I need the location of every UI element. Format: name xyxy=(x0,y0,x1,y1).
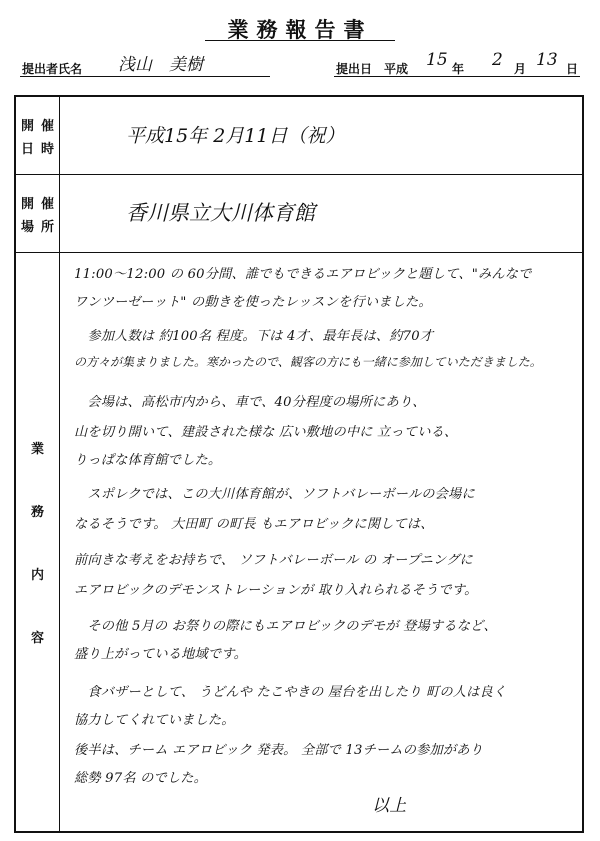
report-line: 前向きな考えをお持ちで、 ソフトバレーボール の オープニングに xyxy=(74,553,473,568)
report-line: エアロビックのデモンストレーションが 取り入れられるそうです。 xyxy=(74,583,478,598)
label-char: 所 xyxy=(40,219,54,235)
date-label: 提出日 xyxy=(336,62,373,76)
date-era: 平成 xyxy=(384,62,409,76)
label-char: 務 xyxy=(30,505,44,520)
document-title: 業務報告書 xyxy=(227,18,373,42)
date-month: 2 xyxy=(492,50,503,70)
closing-mark: 以上 xyxy=(372,796,407,816)
row-date-label xyxy=(16,97,60,174)
submitter-label: 提出者氏名 xyxy=(22,62,83,76)
month-unit: 月 xyxy=(514,62,527,76)
row-place-label xyxy=(16,175,60,252)
row-content-label xyxy=(16,253,60,831)
date-day: 13 xyxy=(536,50,558,70)
report-line: 会場は、高松市内から、車で、40分程度の場所にあり、 xyxy=(74,395,426,410)
label-char: 場 xyxy=(20,219,34,235)
submitter-name: 浅山 美樹 xyxy=(118,55,203,75)
row-date xyxy=(16,97,582,175)
label-char: 容 xyxy=(30,631,44,646)
label-char: 内 xyxy=(30,568,44,583)
label-char: 時 xyxy=(40,141,54,157)
event-place-value: 香川県立大川体育館 xyxy=(126,201,315,225)
report-line: 協力してくれていました。 xyxy=(74,713,235,728)
report-line: りっぱな体育館でした。 xyxy=(74,453,222,468)
report-line: 参加人数は 約100名 程度。下は 4才、最年長は、約70才 xyxy=(74,329,434,344)
report-line: なるそうです。 大田町 の町長 もエアロビックに関しては、 xyxy=(74,517,434,532)
date-year: 15 xyxy=(426,50,448,70)
label-char: 催 xyxy=(40,118,54,134)
report-line: 山を切り開いて、建設された様な 広い敷地の中に 立っている、 xyxy=(74,425,458,440)
report-line: 総勢 97名 のでした。 xyxy=(74,771,208,786)
year-unit: 年 xyxy=(452,62,465,76)
row-place xyxy=(16,175,582,253)
report-line: ワンツーゼーット" の動きを使ったレッスンを行いました。 xyxy=(74,295,432,310)
submitter-underline xyxy=(20,76,270,77)
label-char: 開 xyxy=(20,118,34,134)
report-line: 11:00～12:00 の 60分間、誰でもできるエアロビックと題して、"みんなで xyxy=(74,267,532,282)
report-line: スポレクでは、この大川体育館が、ソフトバレーボールの会場に xyxy=(74,487,475,502)
label-char: 開 xyxy=(20,196,34,212)
label-char: 催 xyxy=(40,196,54,212)
title-underline xyxy=(205,40,395,41)
day-unit: 日 xyxy=(566,62,579,76)
label-char: 日 xyxy=(20,141,34,157)
report-line: の方々が集まりました。寒かったので、観客の方にも一緒に参加していただきました。 xyxy=(74,355,542,369)
report-line: 盛り上がっている地域です。 xyxy=(74,647,247,662)
report-form xyxy=(14,95,584,833)
report-line: 食バザーとして、 うどんや たこやきの 屋台を出したり 町の人は良く xyxy=(74,685,507,700)
report-line: その他 5月の お祭りの際にもエアロビックのデモが 登場するなど、 xyxy=(74,619,497,634)
event-date-value: 平成15年 2月11日（祝） xyxy=(126,125,345,147)
date-underline xyxy=(334,76,580,77)
label-char: 業 xyxy=(30,442,44,457)
report-line: 後半は、チーム エアロビック 発表。 全部で 13チームの参加があり xyxy=(74,743,484,758)
